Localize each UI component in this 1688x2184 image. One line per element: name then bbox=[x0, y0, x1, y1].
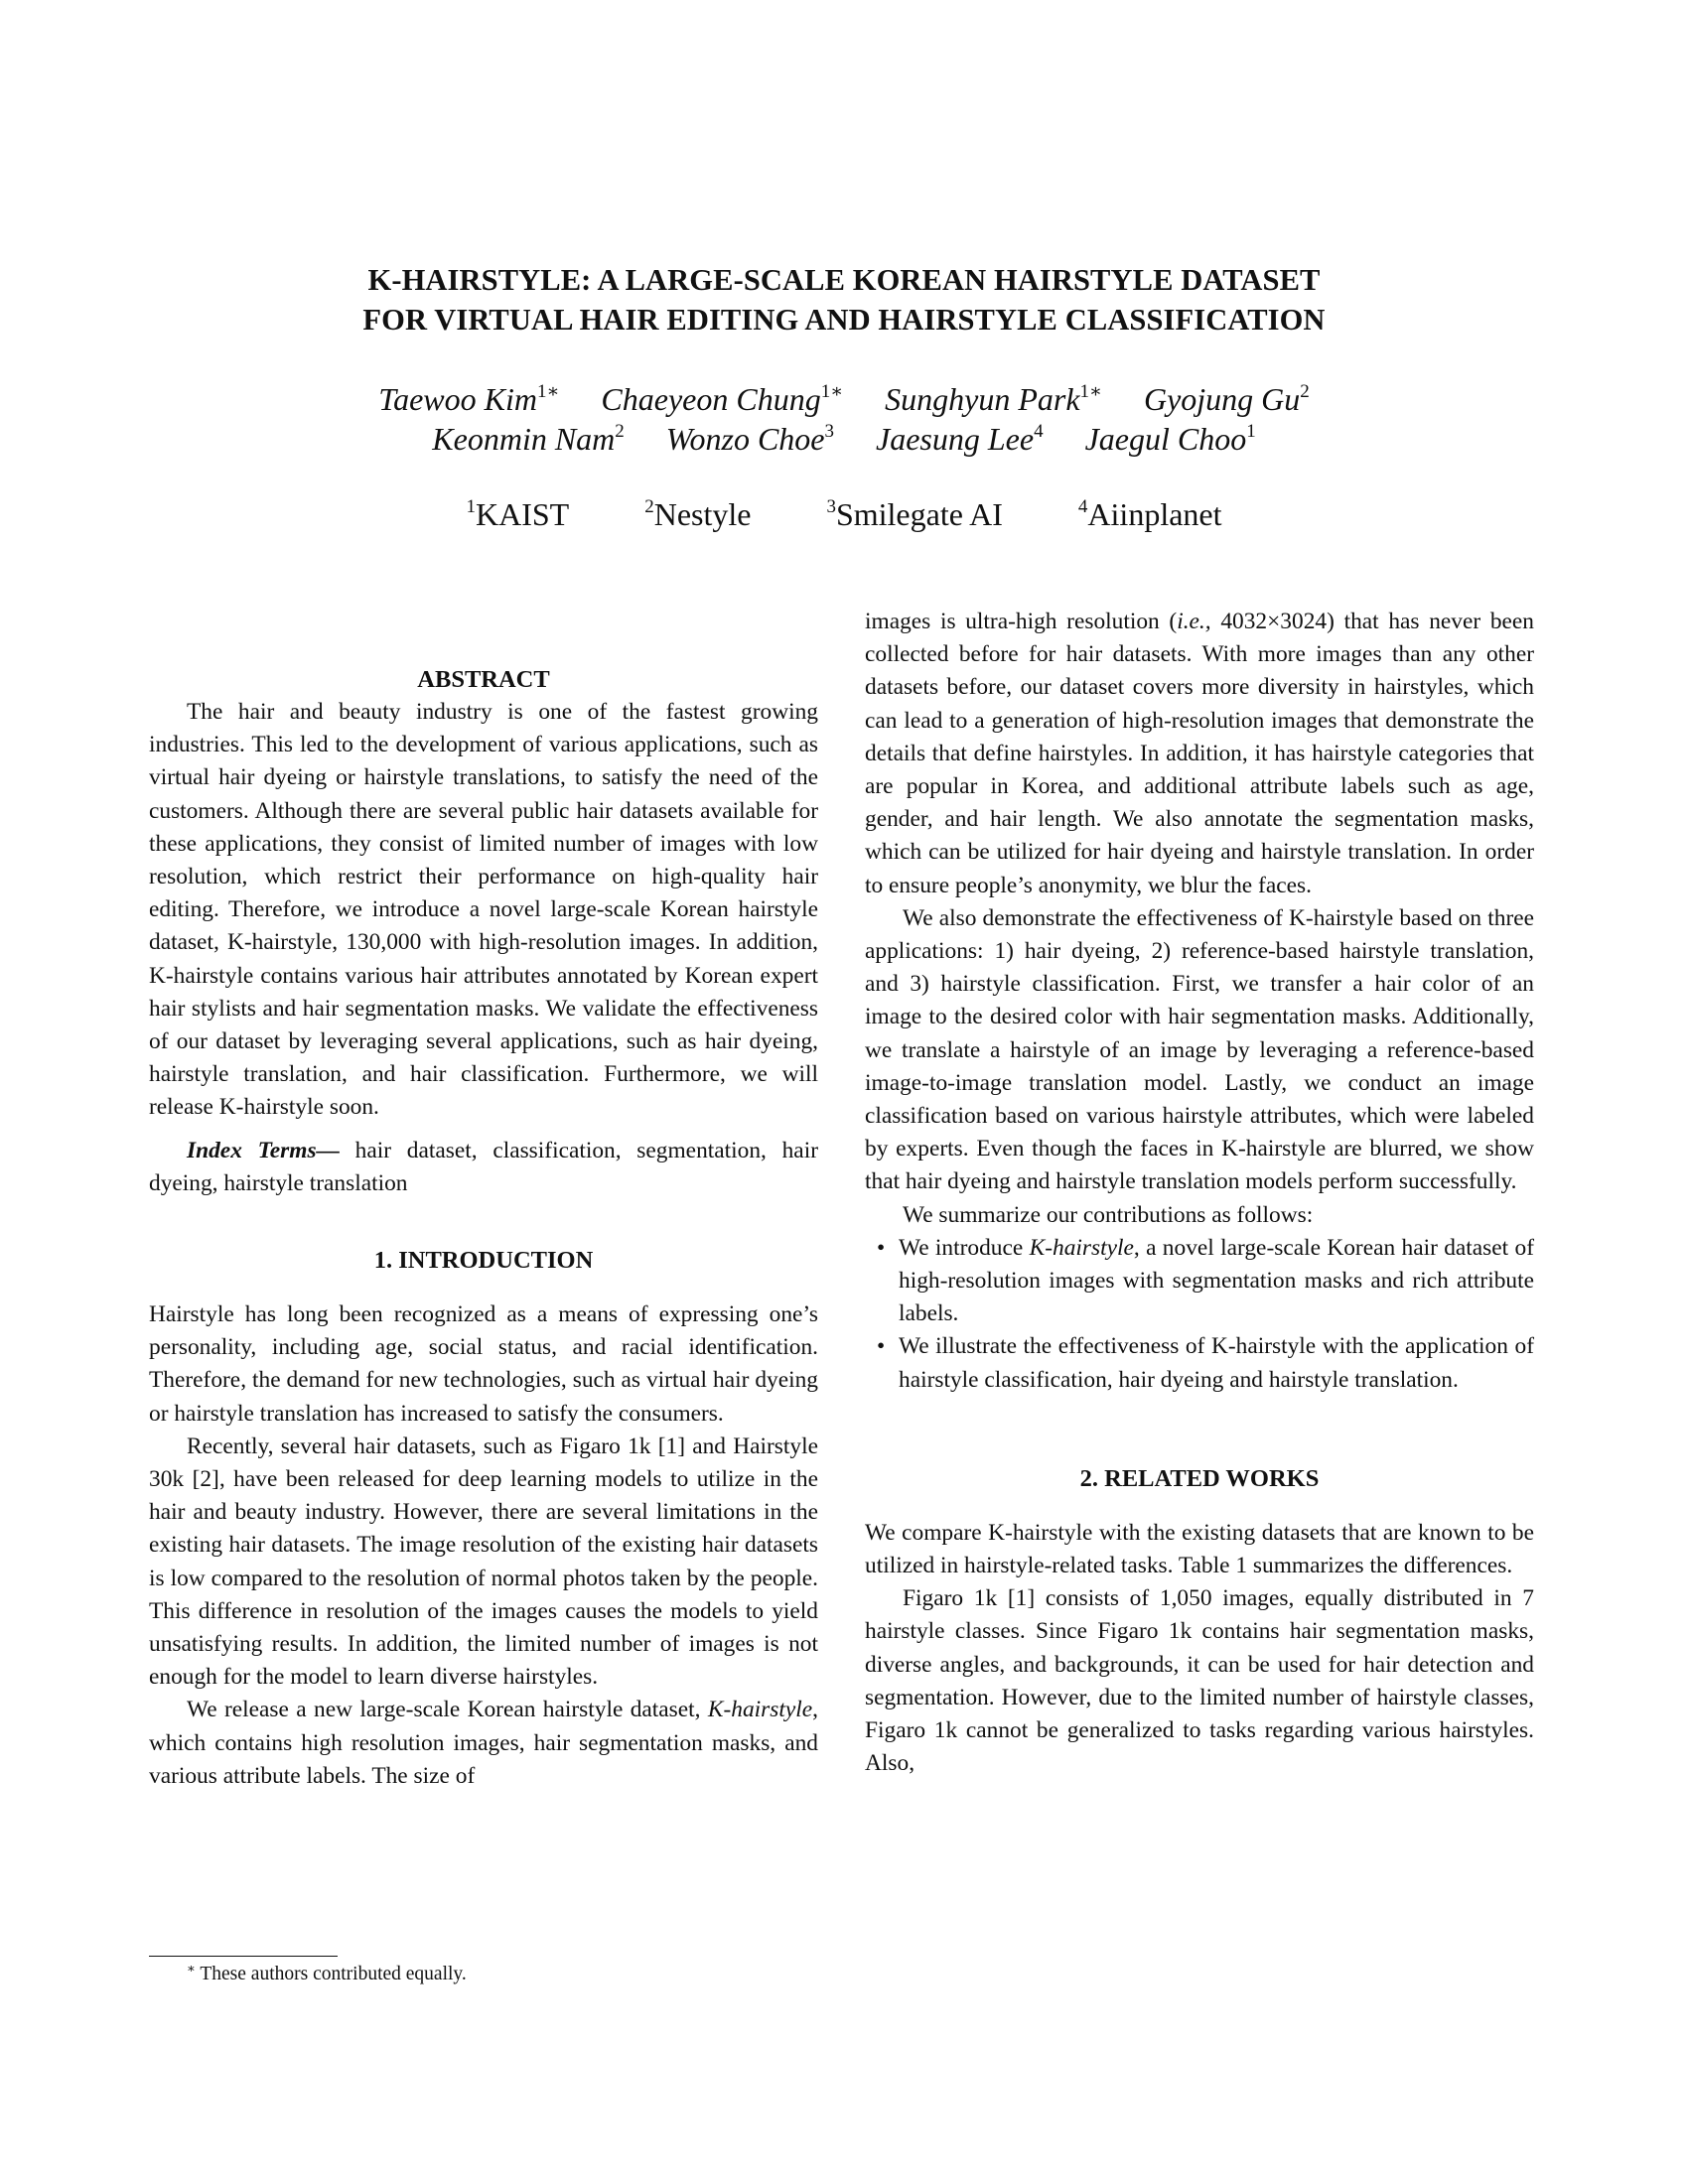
ie-italic: i.e., bbox=[1177, 609, 1211, 634]
list-item bbox=[865, 1232, 1534, 1331]
author bbox=[876, 419, 1044, 459]
affiliation bbox=[466, 494, 569, 534]
affiliation bbox=[644, 494, 751, 534]
bullet1-start: We introduce bbox=[899, 1234, 1030, 1261]
applications-paragraph: We also demonstrate the effectiveness of K-hairstyle based on three applications: 1) hair dyeing, 2) reference-based hairstyle translation, and 3) hairstyle classification. First, we transfer a hair color of an image to the desired color with hair segmentation masks. Additionally, we translate a hairstyle of an image by leveraging a reference-based image-to-image translation model. Lastly, we conduct an image classification based on various hairstyle attributes, which were labeled by experts. Even though the faces in K-hairstyle are blurred, we show that hair dyeing and hairstyle translation models perform successfully. bbox=[865, 904, 1534, 1195]
list-item bbox=[865, 1330, 1534, 1396]
intro-cont-start: images is ultra-high resolution ( bbox=[865, 609, 1178, 634]
footnote-mark: ∗ bbox=[187, 1961, 196, 1976]
author-affil-mark: 1∗ bbox=[1079, 381, 1102, 402]
contributions-list bbox=[865, 1232, 1534, 1397]
contributions-intro: We summarize our contributions as follows: bbox=[903, 1201, 1314, 1228]
footnote-text: These authors contributed equally. bbox=[195, 1964, 467, 1984]
dataset-name-italic: K-hairstyle bbox=[1029, 1234, 1134, 1261]
author-list bbox=[149, 379, 1539, 459]
intro-p3-start: We release a new large-scale Korean hairstyle dataset, bbox=[187, 1697, 708, 1723]
author-affil-mark: 1 bbox=[1246, 421, 1256, 442]
author-affil-mark: 3 bbox=[824, 421, 834, 442]
dataset-name-italic: K-hairstyle bbox=[707, 1697, 813, 1723]
affiliation-name: Smilegate AI bbox=[835, 496, 1003, 532]
author bbox=[1144, 379, 1310, 419]
author-row-2 bbox=[149, 419, 1539, 459]
bullet-marker: • bbox=[877, 1234, 886, 1261]
left-column bbox=[149, 663, 818, 1793]
author bbox=[666, 419, 834, 459]
section-heading-related-works: 2. RELATED WORKS bbox=[1079, 1464, 1320, 1492]
section-heading-introduction: 1. INTRODUCTION bbox=[373, 1247, 594, 1275]
title-line-2: FOR VIRTUAL HAIR EDITING AND HAIRSTYLE CLASSIFICATION bbox=[362, 303, 1326, 337]
author bbox=[432, 419, 625, 459]
intro-paragraph-2: Recently, several hair datasets, such as Figaro 1k [1] and Hairstyle 30k [2], have been released for deep learning models to utilize in the hair and beauty industry. However, there are several limitations in the existing hair datasets. The image resolution of the existing hair datasets is low compared to the resolution of normal photos taken by the people. This difference in resolution of the images causes the models to yield unsatisfying results. In addition, the limited number of images is not enough for the model to learn diverse hairstyles. bbox=[149, 1433, 818, 1691]
affiliation-name: KAIST bbox=[475, 496, 570, 532]
author-affil-mark: 1∗ bbox=[536, 381, 560, 402]
author-name: Gyojung Gu bbox=[1143, 381, 1301, 417]
bullet-marker: • bbox=[877, 1333, 886, 1360]
author-name: Wonzo Choe bbox=[665, 421, 825, 457]
related-paragraph-1: We compare K-hairstyle with the existing datasets that are known to be utilized in hairstyle-related tasks. Table 1 summarizes the differences. bbox=[865, 1519, 1534, 1579]
paper-title bbox=[149, 260, 1539, 340]
affiliation-mark: 1 bbox=[466, 496, 476, 517]
abstract-text: The hair and beauty industry is one of the fastest growing industries. This led to the development of various applications, such as virtual hair dyeing or hairstyle translations, to satisfy the need of the customers. Although there are several public hair datasets available for these applications, they consist of limited number of images with low resolution, which restrict their performance on high-quality hair editing. Therefore, we introduce a novel large-scale Korean hairstyle dataset, K-hairstyle, 130,000 with high-resolution images. In addition, K-hairstyle contains various hair attributes annotated by Korean expert hair stylists and hair segmentation masks. We validate the effectiveness of our dataset by leveraging several applications, such as hair dyeing, hairstyle translation, and hair classification. Furthermore, we will release K-hairstyle soon. bbox=[149, 699, 818, 1121]
author-affil-mark: 2 bbox=[1300, 381, 1310, 402]
author-name: Jaesung Lee bbox=[876, 421, 1035, 457]
footnote-divider bbox=[149, 1956, 338, 1957]
author bbox=[885, 379, 1102, 419]
index-terms-label: Index Terms— bbox=[187, 1137, 340, 1163]
author-name: Sunghyun Park bbox=[885, 381, 1080, 417]
affiliation-mark: 2 bbox=[644, 496, 654, 517]
author bbox=[378, 379, 559, 419]
affiliation-list bbox=[149, 494, 1539, 534]
intro-paragraph-3 bbox=[149, 1694, 818, 1793]
affiliation-mark: 4 bbox=[1077, 496, 1088, 517]
intro-continued-paragraph bbox=[865, 606, 1534, 902]
author-affil-mark: 1∗ bbox=[820, 381, 844, 402]
title-line-1: K-HAIRSTYLE: A LARGE-SCALE KOREAN HAIRSTYLE DATASET bbox=[367, 263, 1321, 297]
author bbox=[601, 379, 843, 419]
bullet2-text: We illustrate the effectiveness of K-hairstyle with the application of hairstyle classification, hair dyeing and hairstyle translation. bbox=[899, 1333, 1534, 1393]
affiliation-mark: 3 bbox=[826, 496, 836, 517]
author bbox=[1085, 419, 1256, 459]
affiliation bbox=[1078, 494, 1222, 534]
intro-paragraph-1: Hairstyle has long been recognized as a means of expressing one’s personality, including age, social status, and racial identification. Therefore, the demand for new technologies, such as virtual hair dyeing or hairstyle translation has increased to satisfy the consumers. bbox=[149, 1301, 818, 1427]
author-name: Chaeyeon Chung bbox=[601, 381, 821, 417]
author-row-1 bbox=[149, 379, 1539, 419]
abstract-heading: ABSTRACT bbox=[417, 666, 550, 693]
author-name: Jaegul Choo bbox=[1084, 421, 1247, 457]
intro-p3-end: , which contains high resolution images, hair segmentation masks, and various attribute labels. The size of bbox=[149, 1697, 818, 1789]
bullet1-end: , a novel large-scale Korean hair dataset of high-resolution images with segmentation masks and rich attribute labels. bbox=[899, 1234, 1534, 1327]
related-paragraph-2: Figaro 1k [1] consists of 1,050 images, equally distributed in 7 hairstyle classes. Since Figaro 1k contains hair segmentation masks, diverse angles, and backgrounds, it can be used for hair detection and segmentation. However, due to the limited number of hairstyle classes, Figaro 1k cannot be generalized to tasks regarding various hairstyles. Also, bbox=[865, 1585, 1534, 1777]
author-name: Taewoo Kim bbox=[378, 381, 537, 417]
intro-cont-end: 4032×3024) that has never been collected before for hair datasets. With more images than any other datasets before, our dataset covers more diversity in hairstyles, which can lead to a generation of high-resolution images that demonstrate the details that define hairstyles. In addition, it has hairstyle categories that are popular in Korea, and additional attribute labels such as age, gender, and hair length. We also annotate the segmentation masks, which can be utilized for hair dyeing and hairstyle translation. In order to ensure people’s anonymity, we blur the faces. bbox=[865, 609, 1534, 898]
affiliation-name: Nestyle bbox=[653, 496, 752, 532]
footnote bbox=[187, 1962, 467, 1987]
affiliation-name: Aiinplanet bbox=[1087, 496, 1222, 532]
right-column bbox=[865, 606, 1534, 1781]
author-name: Keonmin Nam bbox=[432, 421, 616, 457]
author-affil-mark: 2 bbox=[615, 421, 625, 442]
affiliation bbox=[826, 494, 1002, 534]
index-terms-text: hair dataset, classification, segmentation, hair dyeing, hairstyle translation bbox=[149, 1137, 818, 1196]
author-affil-mark: 4 bbox=[1034, 421, 1044, 442]
index-terms bbox=[149, 1135, 818, 1200]
